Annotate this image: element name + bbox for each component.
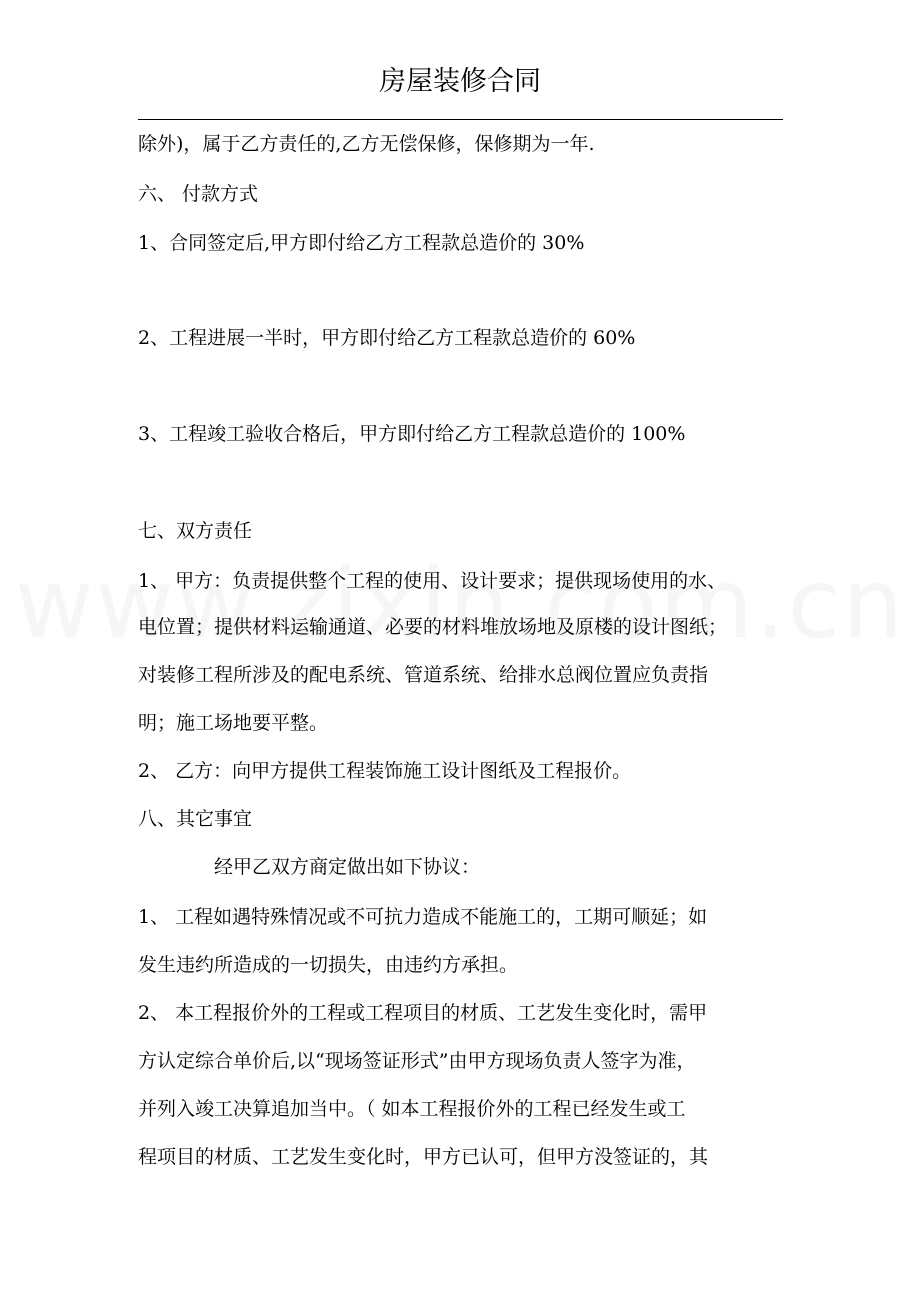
text-line: 3、工程竣工验收合格后，甲方即付给乙方工程款总造价的 100% — [138, 423, 686, 445]
text-line: 2、 本工程报价外的工程或工程项目的材质、工艺发生变化时，需甲 — [138, 1002, 708, 1024]
text-line: 经甲乙双方商定做出如下协议： — [214, 856, 481, 878]
text-line: 除外)，属于乙方责任的,乙方无偿保修，保修期为一年. — [138, 133, 595, 155]
section-heading: 六、 付款方式 — [138, 183, 259, 205]
text-line: 1、合同签定后,甲方即付给乙方工程款总造价的 30% — [138, 232, 585, 254]
text-line: 方认定综合单价后,以“现场签证形式”由甲方现场负责人签字为准， — [138, 1050, 696, 1072]
header-divider — [138, 119, 783, 120]
text-line: 明；施工场地要平整。 — [138, 712, 329, 734]
text-line: 电位置；提供材料运输通道、必要的材料堆放场地及原楼的设计图纸； — [138, 616, 728, 638]
section-heading: 八、其它事宜 — [138, 808, 253, 830]
text-line: 1、 工程如遇特殊情况或不可抗力造成不能施工的，工期可顺延；如 — [138, 906, 708, 928]
text-line: 2、 乙方：向甲方提供工程装饰施工设计图纸及工程报价。 — [138, 760, 632, 782]
text-line: 并列入竣工决算追加当中。（ 如本工程报价外的工程已经发生或工 — [138, 1098, 686, 1120]
document-title: 房屋装修合同 — [379, 66, 541, 97]
text-line: 程项目的材质、工艺发生变化时，甲方已认可，但甲方没签证的，其 — [138, 1146, 709, 1168]
section-heading: 七、双方责任 — [138, 520, 253, 542]
text-line: 对装修工程所涉及的配电系统、管道系统、给排水总阀位置应负责指 — [138, 664, 709, 686]
watermark — [0, 548, 920, 660]
text-line: 发生违约所造成的一切损失，由违约方承担。 — [138, 954, 519, 976]
text-line: 1、 甲方：负责提供整个工程的使用、设计要求；提供现场使用的水、 — [138, 570, 727, 592]
text-line: 2、工程进展一半时，甲方即付给乙方工程款总造价的 60% — [138, 327, 636, 349]
